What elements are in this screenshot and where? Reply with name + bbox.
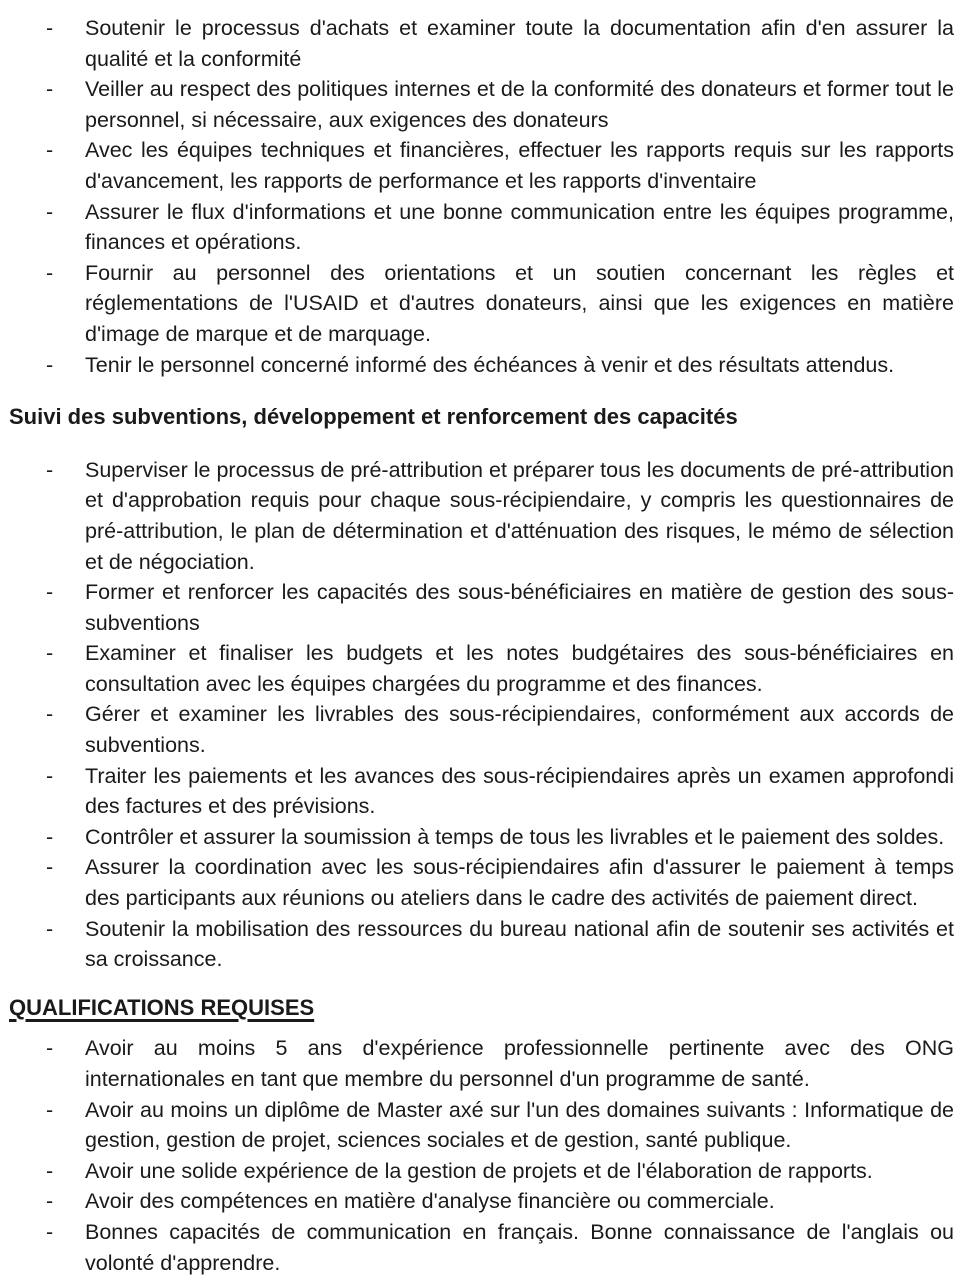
bullet-dash-marker: - <box>46 580 54 605</box>
bullet-dash-marker: - <box>46 352 54 377</box>
bullet-item <box>9 258 954 350</box>
bullet-item <box>9 350 954 381</box>
bullet-dash-marker: - <box>46 260 54 285</box>
bullet-item <box>9 1095 954 1156</box>
bullet-item <box>9 455 954 577</box>
bullet-text: Bonnes capacités de communication en français. Bonne connaissance de l'anglais ou volonté d'apprendre. <box>85 1219 954 1275</box>
bullet-text: Soutenir le processus d'achats et examiner toute la documentation afin d'en assurer la qualité et la conformité <box>85 16 954 71</box>
bullet-dash-marker: - <box>46 1158 54 1183</box>
bullet-dash-marker: - <box>46 16 54 40</box>
bullet-text: Gérer et examiner les livrables des sous-récipiendaires, conformément aux accords de subventions. <box>85 702 954 758</box>
bullet-dash-marker: - <box>46 855 54 880</box>
bullet-item <box>9 1217 954 1278</box>
bullet-text: Assurer le flux d'informations et une bonne communication entre les équipes programme, finances et opérations. <box>85 199 954 255</box>
bullet-dash-marker: - <box>46 77 54 102</box>
bullet-item <box>9 1033 954 1094</box>
grants-monitoring-list <box>9 455 954 975</box>
bullet-dash-marker: - <box>46 199 54 224</box>
bullet-dash-marker: - <box>46 138 54 163</box>
bullet-text: Avoir une solide expérience de la gestion de projets et de l'élaboration de rapports. <box>85 1158 873 1183</box>
bullet-text: Tenir le personnel concerné informé des échéances à venir et des résultats attendus. <box>85 352 895 377</box>
bullet-dash-marker: - <box>46 1219 54 1244</box>
bullet-dash-marker: - <box>46 641 54 666</box>
bullet-dash-marker: - <box>46 1189 54 1214</box>
bullet-text: Fournir au personnel des orientations et un soutien concernant les règles et réglementations de l'USAID et d'autres donateurs, ainsi que les exigences en matière d'image de marque et de marquage. <box>85 260 954 346</box>
bullet-item <box>9 761 954 822</box>
document-content <box>9 13 954 1278</box>
bullet-item <box>9 852 954 913</box>
bullet-item <box>9 13 954 74</box>
qualifications-list <box>9 1033 954 1278</box>
bullet-dash-marker: - <box>46 763 54 788</box>
bullet-text: Superviser le processus de pré-attribution et préparer tous les documents de pré-attribution et d'approbation requis pour chaque sous-récipiendaire, y compris les questionnaires de pré-attribution, le plan de détermination et d'atténuation des risques, le mémo de sélection et de négociation. <box>85 457 954 574</box>
bullet-item <box>9 822 954 853</box>
bullet-text: Avoir au moins 5 ans d'expérience professionnelle pertinente avec des ONG internationales en tant que membre du personnel d'un programme de santé. <box>85 1036 954 1091</box>
bullet-dash-marker: - <box>46 457 54 482</box>
bullet-text: Assurer la coordination avec les sous-récipiendaires afin d'assurer le paiement à temps des participants aux réunions ou ateliers dans le cadre des activités de paiement direct. <box>85 855 954 911</box>
bullet-dash-marker: - <box>46 702 54 727</box>
bullet-text: Former et renforcer les capacités des sous-bénéficiaires en matière de gestion des sous-subventions <box>85 580 954 635</box>
bullet-item <box>9 577 954 638</box>
bullet-text: Avoir au moins un diplôme de Master axé sur l'un des domaines suivants : Informatique de gestion, gestion de projet, sciences sociales et de gestion, santé publique. <box>85 1097 954 1153</box>
bullet-text: Examiner et finaliser les budgets et les notes budgétaires des sous-bénéficiaires en consultation avec les équipes chargées du programme et des finances. <box>85 641 954 696</box>
bullet-item <box>9 74 954 135</box>
bullet-item <box>9 197 954 258</box>
bullet-text: Veiller au respect des politiques internes et de la conformité des donateurs et former tout le personnel, si nécessaire, aux exigences des donateurs <box>85 77 954 132</box>
section-heading-suivi-subventions: Suivi des subventions, développement et renforcement des capacités <box>9 404 738 430</box>
bullet-text: Contrôler et assurer la soumission à temps de tous les livrables et le paiement des soldes. <box>85 824 945 849</box>
bullet-text: Avoir des compétences en matière d'analyse financière ou commerciale. <box>85 1189 775 1214</box>
compliance-reporting-list <box>9 13 954 380</box>
bullet-item <box>9 135 954 196</box>
bullet-dash-marker: - <box>46 1097 54 1122</box>
bullet-item <box>9 1186 954 1217</box>
section-heading-qualifications: QUALIFICATIONS REQUISES <box>9 994 315 1020</box>
bullet-text: Traiter les paiements et les avances des sous-récipiendaires après un examen approfondi des factures et des prévisions. <box>85 763 954 819</box>
bullet-item <box>9 914 954 975</box>
bullet-dash-marker: - <box>46 916 54 941</box>
bullet-item <box>9 638 954 699</box>
bullet-text: Avec les équipes techniques et financières, effectuer les rapports requis sur les rapports d'avancement, les rapports de performance et les rapports d'inventaire <box>85 138 954 193</box>
bullet-text: Soutenir la mobilisation des ressources du bureau national afin de soutenir ses activités et sa croissance. <box>85 916 954 972</box>
bullet-dash-marker: - <box>46 824 54 849</box>
bullet-dash-marker: - <box>46 1036 54 1061</box>
bullet-item <box>9 699 954 760</box>
bullet-item <box>9 1156 954 1187</box>
